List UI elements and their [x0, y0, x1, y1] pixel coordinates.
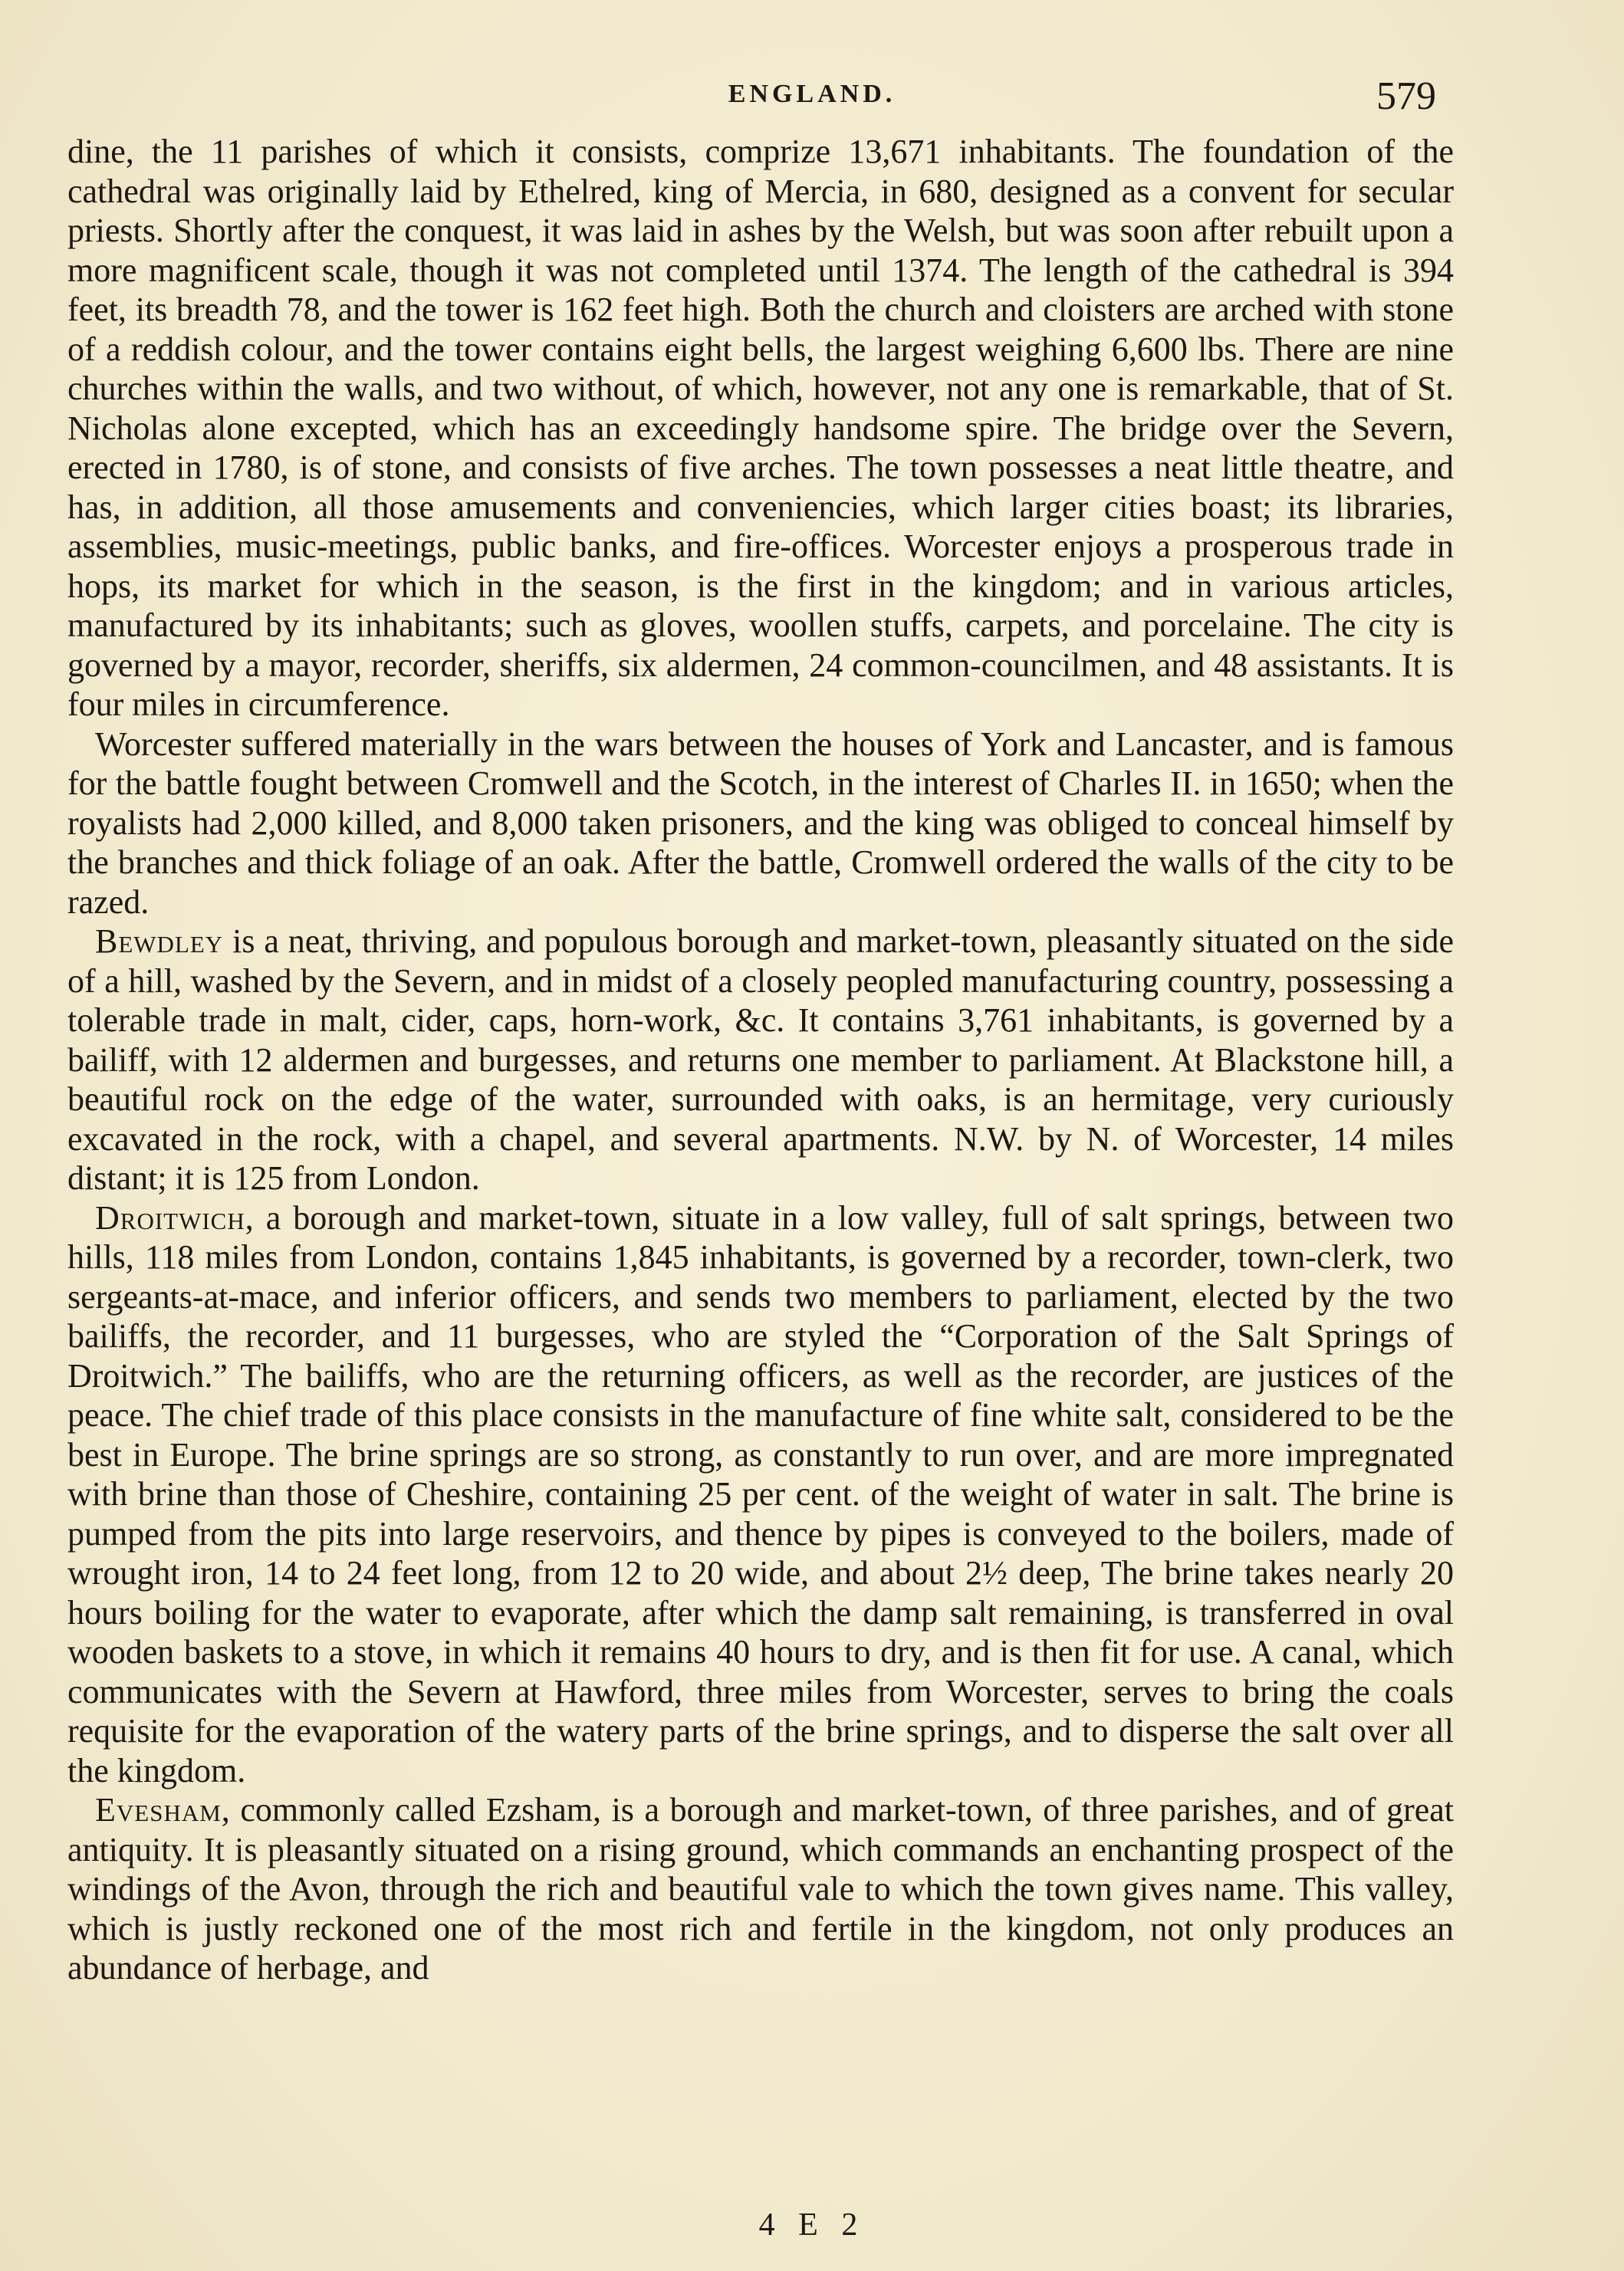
paragraph-worcester-history	[67, 725, 1454, 922]
paragraph-text: , commonly called Ezsham, is a borough and market-town, of three parishes, and of great antiquity. It is pleasantly situated on a rising ground, which commands an enchanting prospect of the windings of the Avon, through the rich and beautiful vale to which the town gives name. This valley, which is justly reckoned one of the most rich and fertile in the kingdom, not only produces an abundance of herbage, and	[67, 1791, 1454, 1987]
paragraph-text: dine, the 11 parishes of which it consists, comprize 13,671 inhabitants. The foundation of the cathedral was originally laid by Ethelred, king of Mercia, in 680, designed as a convent for secular priests. Shortly after the conquest, it was laid in ashes by the Welsh, but was soon after rebuilt upon a more magnificent scale, though it was not completed until 1374. The length of the cathedral is 394 feet, its breadth 78, and the tower is 162 feet high. Both the church and cloisters are arched with stone of a reddish colour, and the tower contains eight bells, the largest weighing 6,600 lbs. There are nine churches within the walls, and two without, of which, however, not any one is remarkable, that of St. Nicholas alone excepted, which has an exceedingly handsome spire. The bridge over the Severn, erected in 1780, is of stone, and consists of five arches. The town possesses a neat little theatre, and has, in addition, all those amusements and conveniencies, which larger cities boast; its libraries, assemblies, music-meetings, public banks, and fire-offices. Worcester enjoys a prosperous trade in hops, its market for which in the season, is the first in the kingdom; and in various articles, manufactured by its inhabitants; such as gloves, woollen stuffs, carpets, and porcelaine. The city is governed by a mayor, recorder, sheriffs, six aldermen, 24 common-councilmen, and 48 assistants. It is four miles in circumference.	[67, 133, 1454, 723]
running-head	[0, 74, 1624, 120]
page-number: 579	[1376, 74, 1436, 118]
paragraph-text: is a neat, thriving, and populous borough and market-town, pleasantly situated on the side of a hill, washed by the Severn, and in midst of a closely peopled manufacturing country, possessing a tolerable trade in malt, cider, caps, horn-work, &c. It contains 3,761 inhabitants, is governed by a bailiff, with 12 aldermen and burgesses, and returns one member to parliament. At Blackstone hill, a beautiful rock on the edge of the water, surrounded with oaks, is an hermitage, very curiously excavated in the rock, with a chapel, and several apartments. N.W. by N. of Worcester, 14 miles distant; it is 125 from London.	[67, 922, 1454, 1197]
paragraph-text: , a borough and market-town, situate in a low valley, full of salt springs, between two hills, 118 miles from London, contains 1,845 inhabitants, is governed by a recorder, town-clerk, two sergeants-at-mace, and inferior officers, and sends two members to parliament, elected by the two bailiffs, the recorder, and 11 burgesses, who are styled the “Corporation of the Salt Springs of Droitwich.” The bailiffs, who are the returning officers, as well as the recorder, are justices of the peace. The chief trade of this place consists in the manufacture of fine white salt, considered to be the best in Europe. The brine springs are so strong, as constantly to run over, and are more impregnated with brine than those of Cheshire, containing 25 per cent. of the weight of water in salt. The brine is pumped from the pits into large reservoirs, and thence by pipes is conveyed to the boilers, made of wrought iron, 14 to 24 feet long, from 12 to 20 wide, and about 2½ deep, The brine takes nearly 20 hours boiling for the water to evaporate, after which the damp salt remaining, is transferred in oval wooden baskets to a stove, in which it remains 40 hours to dry, and is then fit for use. A canal, which communicates with the Severn at Hawford, three miles from Worcester, serves to bring the coals requisite for the evaporation of the watery parts of the brine springs, and to disperse the salt over all the kingdom.	[67, 1198, 1454, 1790]
running-title: ENGLAND.	[728, 80, 896, 108]
place-heading-bewdley: Bewdley	[95, 922, 224, 960]
paragraph-text: Worcester suffered materially in the wars between the houses of York and Lancaster, and is famous for the battle fought between Cromwell and the Scotch, in the interest of Charles II. in 1650; when the royalists had 2,000 killed, and 8,000 taken prisoners, and the king was obliged to conceal himself by the branches and thick foliage of an oak. After the battle, Cromwell ordered the walls of the city to be razed.	[67, 725, 1454, 921]
place-heading-droitwich: Droitwich	[95, 1198, 245, 1237]
signature-mark: 4 E 2	[758, 2207, 866, 2243]
paragraph-bewdley	[67, 922, 1454, 1198]
paragraph-worcester-continued	[67, 132, 1454, 725]
paragraph-droitwich	[67, 1198, 1454, 1791]
place-heading-evesham: Evesham	[95, 1791, 222, 1829]
body-text	[67, 132, 1454, 1988]
paragraph-evesham	[67, 1790, 1454, 1988]
